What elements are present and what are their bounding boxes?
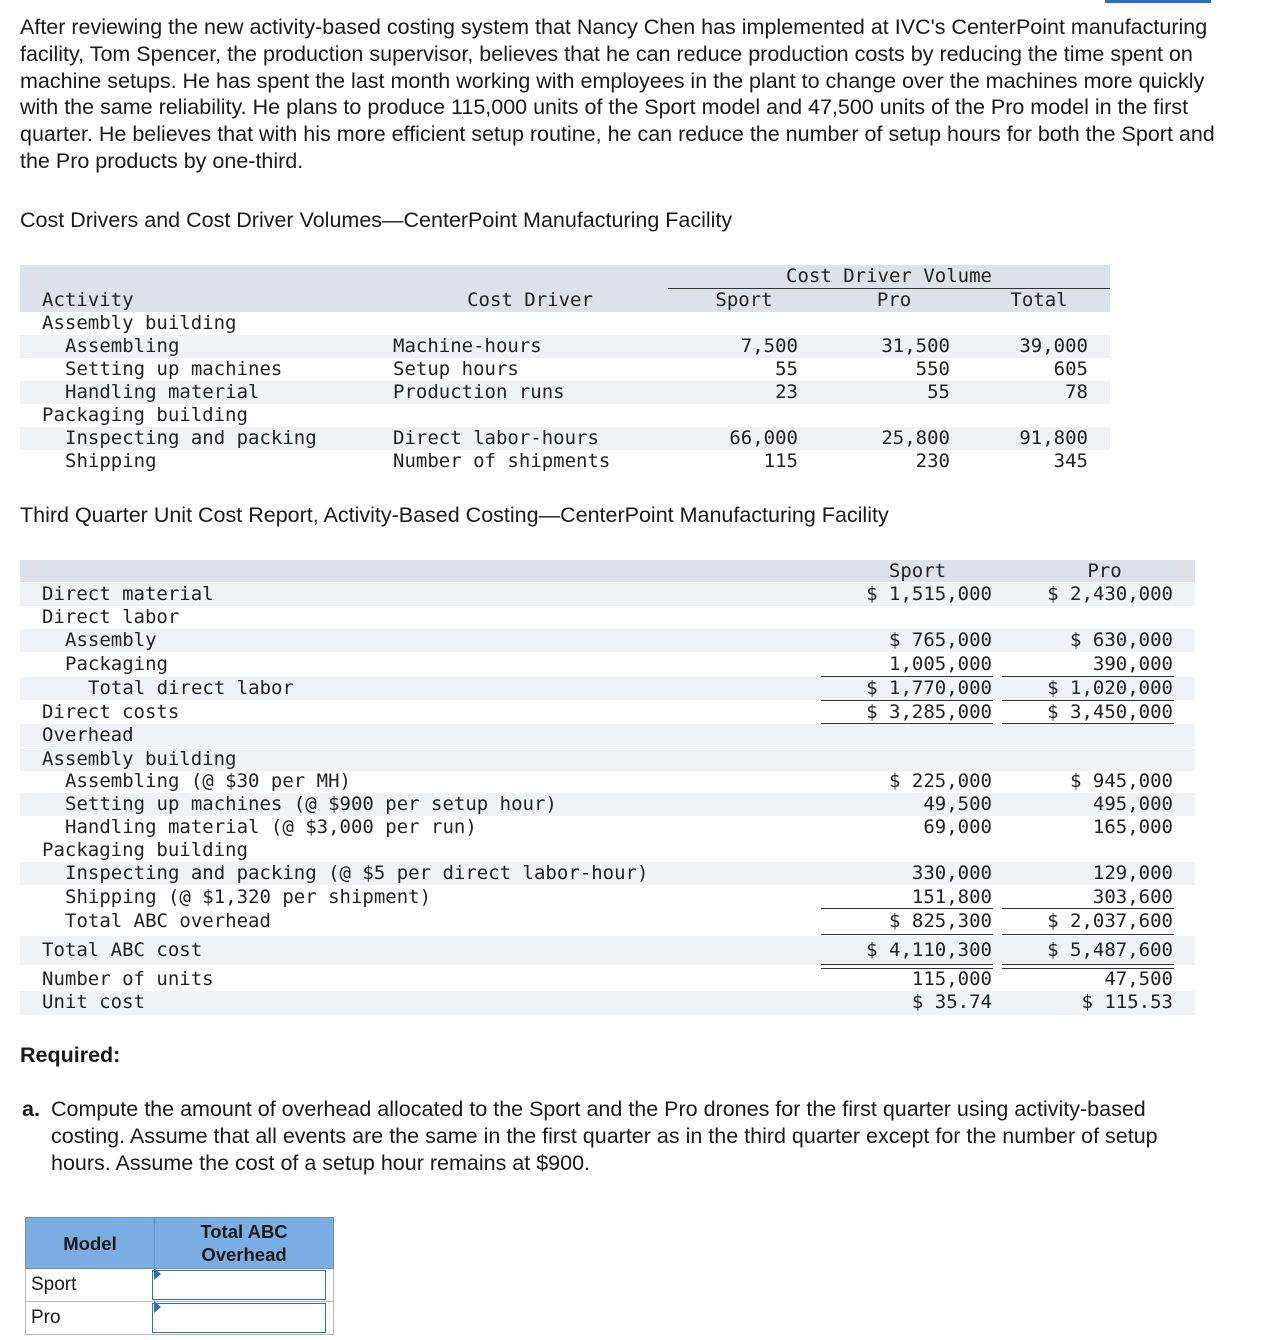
cost-label: Assembling (@ $30 per MH) — [65, 770, 351, 792]
answer-table — [25, 1217, 334, 1335]
intro-paragraph: After reviewing the new activity-based costing system that Nancy Chen has implemented at IVC's CenterPoint manufacturing facility, Tom Spencer, the production supervisor, believes that he can reduce production costs by reducing the time spent on machine setups. He has spent the last month working with employees in the plant to change over the machines more quickly with the same reliability. He plans to produce 115,000 units of the Sport model and 47,500 units of the Pro model in the first quarter. He believes that with his more efficient setup routine, he can reduce the number of setup hours for both the Sport and the Pro products by one-third. — [20, 15, 1215, 173]
cost-label: Total ABC cost — [42, 939, 203, 961]
header-pro: Pro — [1087, 560, 1122, 582]
activity-label: Shipping — [65, 450, 157, 472]
cost-label: Assembly building — [42, 748, 237, 770]
activity-label: Packaging building — [42, 404, 248, 426]
pro-amount: 495,000 — [1092, 793, 1173, 815]
cost-label: Inspecting and packing (@ $5 per direct labor-hour) — [65, 862, 649, 884]
total-volume: 605 — [1053, 358, 1088, 380]
sport-amount: 49,500 — [923, 793, 992, 815]
required-heading: Required: — [20, 1043, 121, 1067]
pro-volume: 31,500 — [881, 335, 950, 357]
total-volume: 345 — [1053, 450, 1088, 472]
pro-overhead-input[interactable] — [152, 1303, 326, 1333]
pro-volume: 55 — [927, 381, 950, 403]
sport-volume: 55 — [775, 358, 798, 380]
sport-amount: 69,000 — [923, 816, 992, 838]
sport-amount: $ 1,770,000 — [866, 677, 992, 699]
cost-label: Overhead — [42, 724, 134, 746]
cost-label: Number of units — [42, 968, 214, 990]
header-total-abc-overhead-label: Total ABC Overhead — [200, 1221, 288, 1265]
cost-label: Unit cost — [42, 991, 145, 1013]
question-a-label: a. — [22, 1097, 40, 1121]
activity-label: Setting up machines — [65, 358, 283, 380]
driver-label: Production runs — [393, 381, 565, 403]
sport-amount: 330,000 — [911, 862, 992, 884]
pro-amount: $ 630,000 — [1070, 629, 1173, 651]
header-pro: Pro — [876, 289, 912, 311]
header-sport: Sport — [888, 560, 947, 582]
sport-amount: 1,005,000 — [889, 653, 992, 675]
cost-label: Setting up machines (@ $900 per setup hour) — [65, 793, 557, 815]
header-total-abc-overhead — [155, 1218, 334, 1269]
sport-amount: $ 3,285,000 — [866, 701, 992, 723]
sport-volume: 23 — [775, 381, 798, 403]
table2-caption: Third Quarter Unit Cost Report, Activity-Based Costing—CenterPoint Manufacturing Facility — [20, 503, 889, 527]
activity-label: Handling material — [65, 381, 260, 403]
sport-amount: 151,800 — [911, 886, 992, 908]
sport-volume: 7,500 — [740, 335, 798, 357]
cost-label: Handling material (@ $3,000 per run) — [65, 816, 477, 838]
driver-label: Direct labor-hours — [393, 427, 599, 449]
pro-amount: 129,000 — [1092, 862, 1173, 884]
cost-label: Direct material — [42, 583, 214, 605]
sport-volume: 66,000 — [729, 427, 798, 449]
driver-label: Setup hours — [393, 358, 519, 380]
activity-label: Inspecting and packing — [65, 427, 317, 449]
sport-amount: $ 225,000 — [889, 770, 992, 792]
answer-row-pro — [26, 1302, 334, 1335]
pro-amount: $ 2,430,000 — [1047, 583, 1173, 605]
sport-amount: $ 35.74 — [911, 991, 992, 1013]
group-header: Cost Driver Volume — [786, 265, 992, 287]
sport-overhead-input[interactable] — [152, 1270, 326, 1300]
pro-volume: 230 — [915, 450, 950, 472]
cost-label: Direct labor — [42, 606, 180, 628]
answer-row-sport — [26, 1269, 334, 1302]
sport-amount: $ 4,110,300 — [866, 939, 992, 961]
pro-amount: 303,600 — [1092, 886, 1173, 908]
cost-label: Packaging — [65, 653, 168, 675]
total-volume: 78 — [1065, 381, 1088, 403]
sport-amount: $ 765,000 — [889, 629, 992, 651]
cost-label: Direct costs — [42, 701, 180, 723]
pro-amount: $ 2,037,600 — [1047, 910, 1173, 932]
sport-amount: $ 825,300 — [889, 910, 992, 932]
cost-label: Assembly — [65, 629, 157, 651]
answer-cell — [155, 1302, 334, 1335]
model-label: Pro — [26, 1302, 155, 1335]
pro-volume: 25,800 — [881, 427, 950, 449]
header-model: Model — [26, 1218, 155, 1269]
answer-cell — [155, 1269, 334, 1302]
header-cost-driver: Cost Driver — [467, 289, 593, 311]
pro-amount: 390,000 — [1092, 653, 1173, 675]
activity-label: Assembly building — [42, 312, 237, 334]
question-a-text: Compute the amount of overhead allocated to the Sport and the Pro drones for the first quarter using activity-based costing. Assume that all events are the same in the first quarter as in the third quarter except for the number of setup hours. Assume the cost of a setup hour remains at $900. — [51, 1097, 1158, 1175]
header-sport: Sport — [715, 289, 773, 311]
cost-label: Total ABC overhead — [65, 910, 271, 932]
pro-amount: 47,500 — [1104, 968, 1173, 990]
sport-amount: $ 1,515,000 — [866, 583, 992, 605]
activity-label: Assembling — [65, 335, 180, 357]
driver-label: Machine-hours — [393, 335, 542, 357]
pro-volume: 550 — [915, 358, 950, 380]
pro-amount: $ 945,000 — [1070, 770, 1173, 792]
table1-caption: Cost Drivers and Cost Driver Volumes—CenterPoint Manufacturing Facility — [20, 208, 733, 232]
total-volume: 91,800 — [1019, 427, 1088, 449]
question-a — [22, 1096, 1212, 1177]
driver-label: Number of shipments — [393, 450, 611, 472]
pro-amount: $ 5,487,600 — [1047, 939, 1173, 961]
cost-label: Shipping (@ $1,320 per shipment) — [65, 886, 432, 908]
pro-amount: $ 3,450,000 — [1047, 701, 1173, 723]
header-activity: Activity — [42, 289, 134, 311]
input-flag-icon — [154, 1268, 161, 1280]
pro-amount: $ 1,020,000 — [1047, 677, 1173, 699]
cost-label: Total direct labor — [88, 677, 294, 699]
input-flag-icon — [154, 1301, 161, 1313]
pro-amount: 165,000 — [1092, 816, 1173, 838]
model-label: Sport — [26, 1269, 155, 1302]
cost-label: Packaging building — [42, 839, 248, 861]
pro-amount: $ 115.53 — [1081, 991, 1173, 1013]
sport-amount: 115,000 — [911, 968, 992, 990]
sport-volume: 115 — [763, 450, 798, 472]
total-volume: 39,000 — [1019, 335, 1088, 357]
top-accent-bar — [1105, 0, 1211, 3]
header-total: Total — [1010, 289, 1068, 311]
